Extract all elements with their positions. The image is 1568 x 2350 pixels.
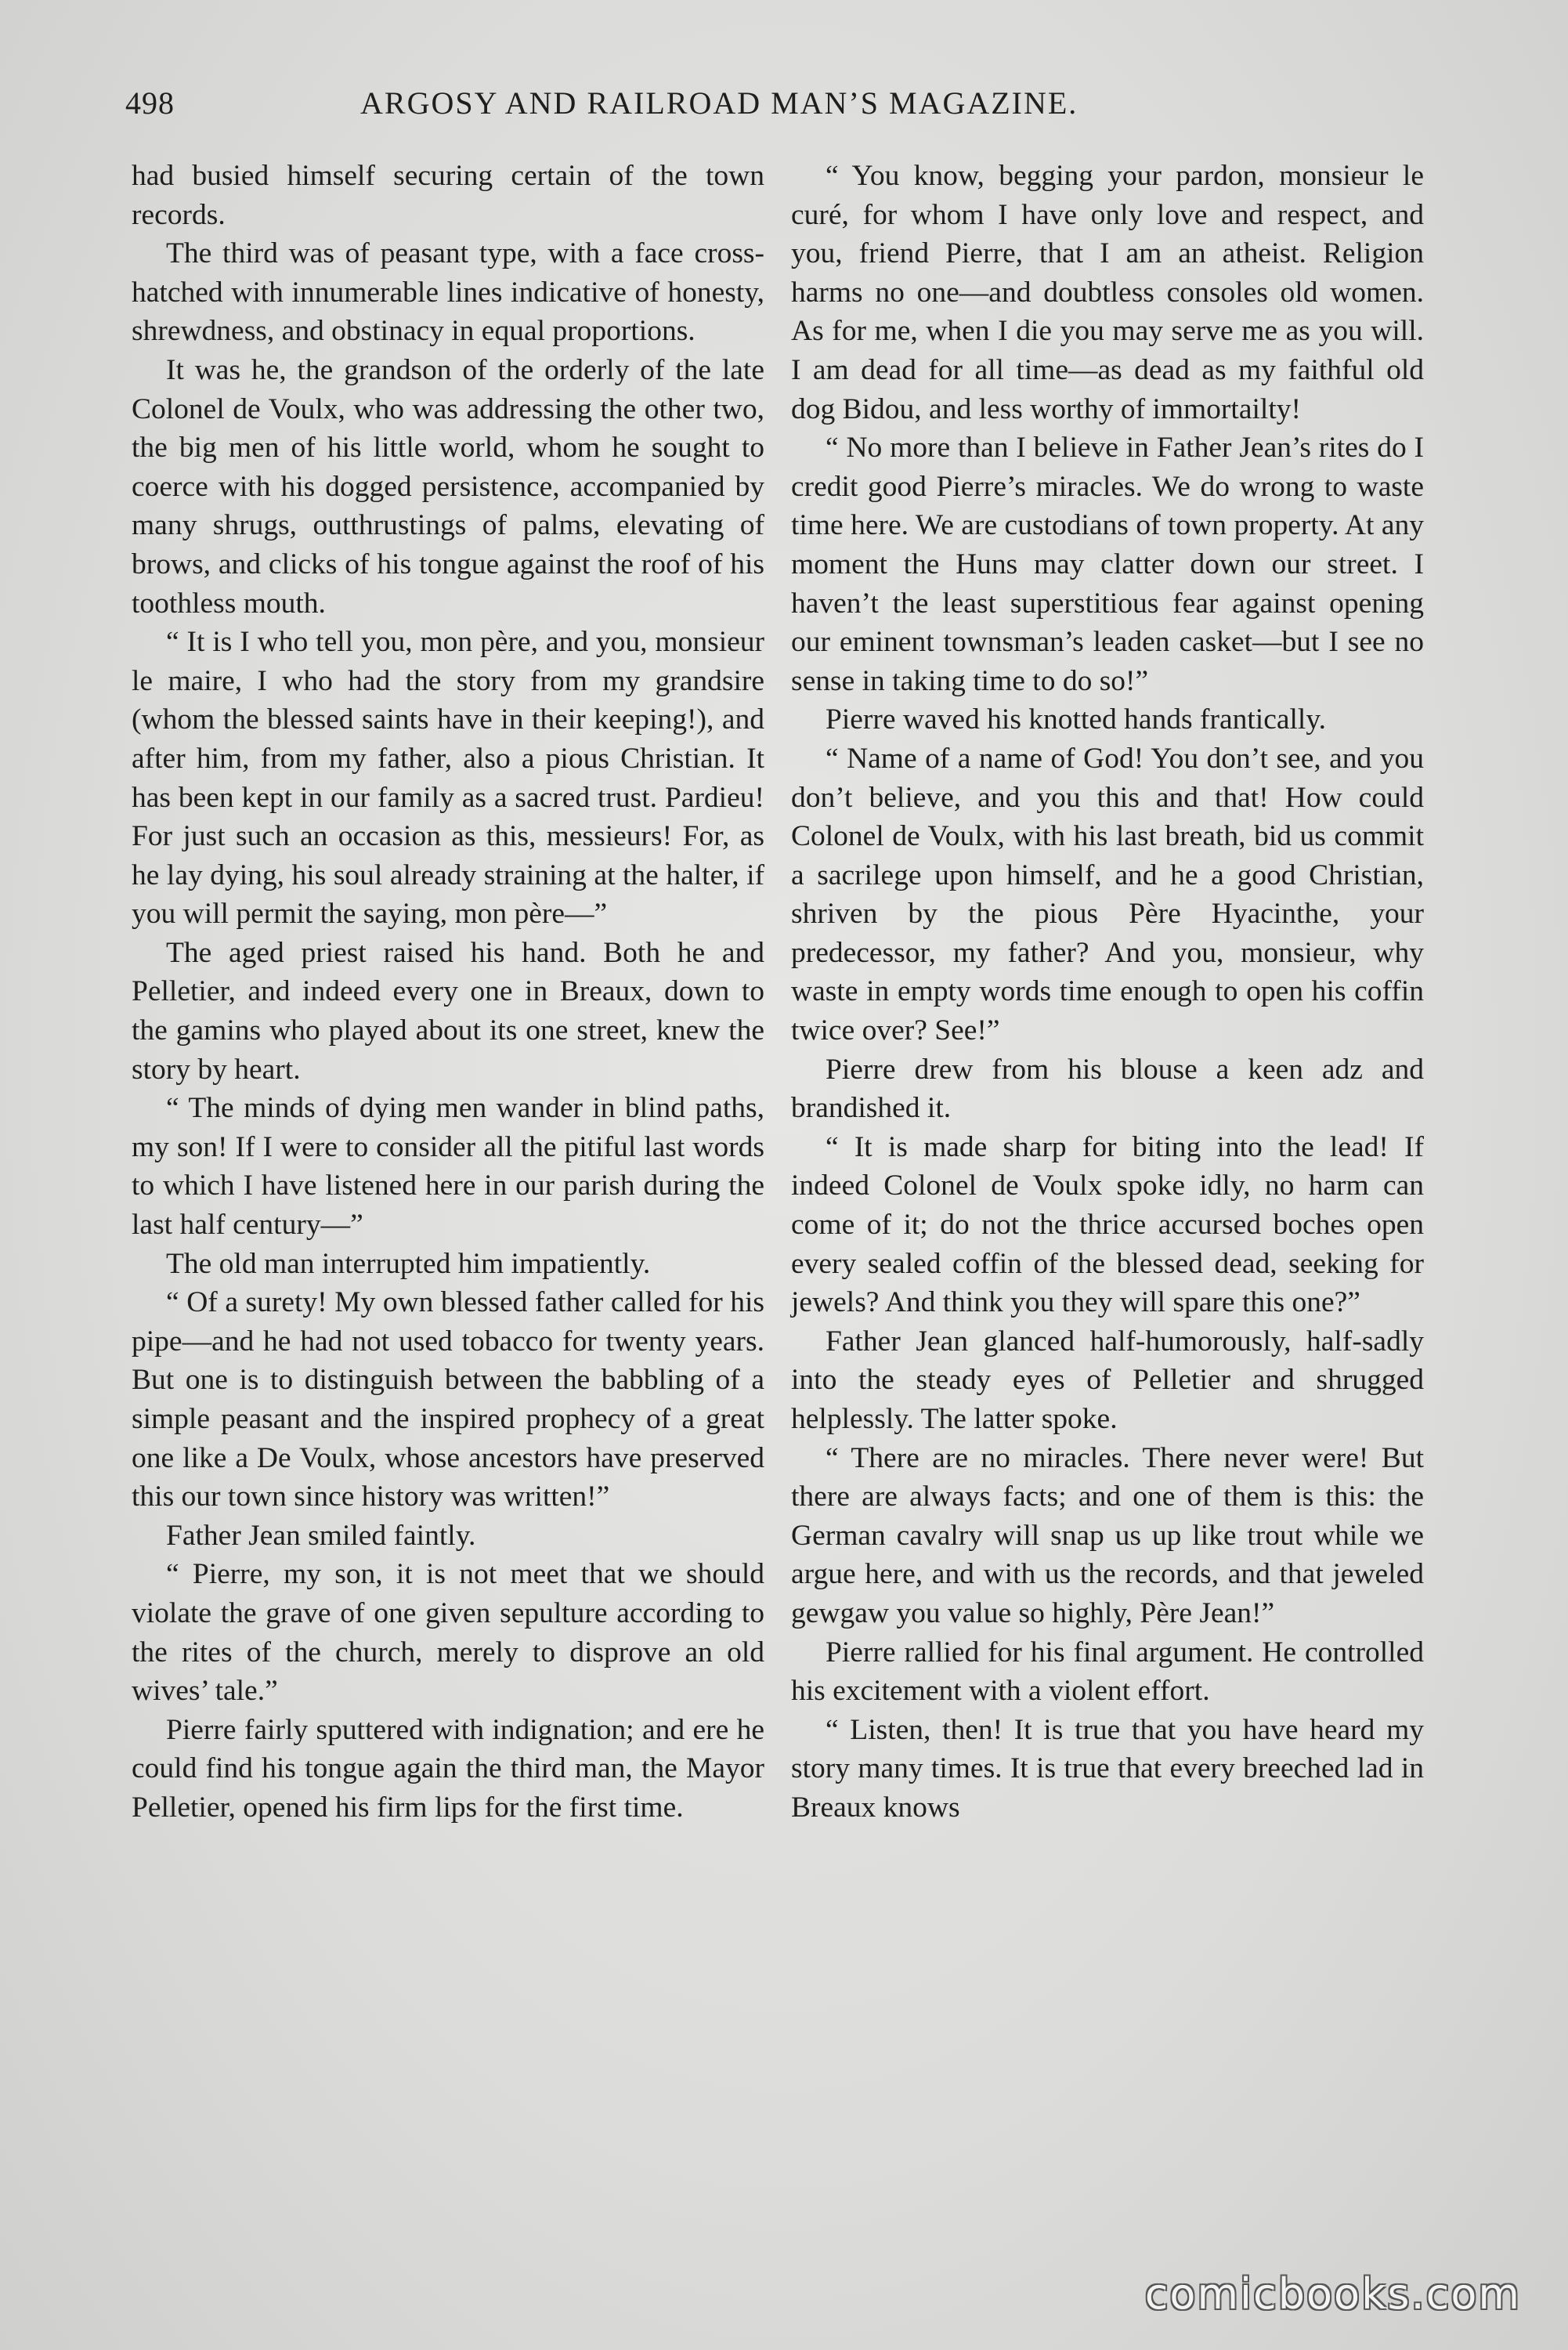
- paragraph: “ It is made sharp for biting into the lead! If indeed Colonel de Voulx spoke idly, no harm can come of it; do not the thrice accursed boches open every sealed coffin of the blessed dead, seeking for jewels? And think you they will spare this one?”: [791, 1130, 1424, 1319]
- paragraph: The old man interrupted him impatiently.: [166, 1247, 651, 1280]
- left-column: [132, 157, 764, 1828]
- paragraph: “ You know, begging your pardon, monsieur le curé, for whom I have only love and respect, and you, friend Pierre, that I am an atheist. Religion harms no one—and doubtless consoles old women. As for me, when I die you may serve me as you will. I am dead for all time—as dead as my faithful old dog Bidou, and less worthy of immortailty!: [791, 160, 1424, 425]
- paragraph: Father Jean glanced half-humorously, half-sadly into the steady eyes of Pelletier and shrugged helplessly. The latter spoke.: [791, 1325, 1424, 1435]
- page-header: [125, 85, 1419, 132]
- watermark-logo: comicbooks.com: [1144, 2269, 1521, 2319]
- paragraph: It was he, the grandson of the orderly of the late Colonel de Voulx, who was addressing the other two, the big men of his little world, whom he sought to coerce with his dogged persistence, accompanied by many shrugs, outthrustings of palms, elevating of brows, and clicks of his tongue against the roof of his toothless mouth.: [132, 353, 764, 620]
- paragraph: Father Jean smiled faintly.: [166, 1519, 476, 1552]
- paragraph: Pierre rallied for his final argument. He controlled his excitement with a violent effort.: [791, 1636, 1424, 1708]
- right-column: [791, 157, 1424, 1828]
- paragraph: “ Name of a name of God! You don’t see, and you don’t believe, and you this and that! How could Colonel de Voulx, with his last breath, bid us commit a sacrilege upon himself, and he a good Christian, shriven by the pious Père Hyacinthe, your predecessor, my father? And you, monsieur, why waste in empty words time enough to open his coffin twice over? See!”: [791, 742, 1424, 1047]
- paragraph: “ There are no miracles. There never were! But there are always facts; and one of them is this: the German cavalry will snap us up like trout while we argue here, and with us the records, and that jeweled gewgaw you value so highly, Père Jean!”: [791, 1441, 1424, 1629]
- paragraph: Pierre fairly sputtered with indignation; and ere he could find his tongue again the third man, the Mayor Pelletier, opened his firm lips for the first time.: [132, 1713, 764, 1824]
- running-title: ARGOSY AND RAILROAD MAN’S MAGAZINE.: [360, 85, 1078, 121]
- paragraph: “ No more than I believe in Father Jean’s rites do I credit good Pierre’s miracles. We do wrong to waste time here. We are custodians of town property. At any moment the Huns may clatter down our street. I haven’t the least superstitious fear against opening our eminent townsman’s leaden casket—but I see no sense in taking time to do so!”: [791, 432, 1424, 697]
- paragraph: “ The minds of dying men wander in blind paths, my son! If I were to consider all the pitiful last words to which I have listened here in our parish during the last half century—”: [132, 1092, 764, 1242]
- paragraph: “ Listen, then! It is true that you have heard my story many times. It is true that every breeched lad in Breaux knows: [791, 1713, 1424, 1824]
- paragraph: The third was of peasant type, with a face cross-hatched with innumerable lines indicative of honesty, shrewdness, and obstinacy in equal proportions.: [132, 237, 764, 348]
- paragraph: “ Of a surety! My own blessed father called for his pipe—and he had not used tobacco for twenty years. But one is to distinguish between the babbling of a simple peasant and the inspired prophecy of a great one like a De Voulx, whose ancestors have preserved this our town since history was written!”: [132, 1286, 764, 1513]
- paragraph: “ Pierre, my son, it is not meet that we should violate the grave of one given sepulture according to the rites of the church, merely to disprove an old wives’ tale.”: [132, 1558, 764, 1708]
- paragraph: Pierre waved his knotted hands frantically.: [826, 703, 1327, 736]
- page-number: 498: [125, 85, 175, 121]
- paragraph: The aged priest raised his hand. Both he and Pelletier, and indeed every one in Breaux, down to the gamins who played about its one street, knew the story by heart.: [132, 936, 764, 1086]
- paragraph: Pierre drew from his blouse a keen adz and brandished it.: [791, 1053, 1424, 1125]
- paragraph: “ It is I who tell you, mon père, and you, monsieur le maire, I who had the story from my grandsire (whom the blessed saints have in their keeping!), and after him, from my father, also a pious Christian. It has been kept in our family as a sacred trust. Pardieu! For just such an occasion as this, messieurs! For, as he lay dying, his soul already straining at the halter, if you will permit the saying, mon père—”: [132, 626, 764, 931]
- paragraph: had busied himself securing certain of the town records.: [132, 160, 764, 231]
